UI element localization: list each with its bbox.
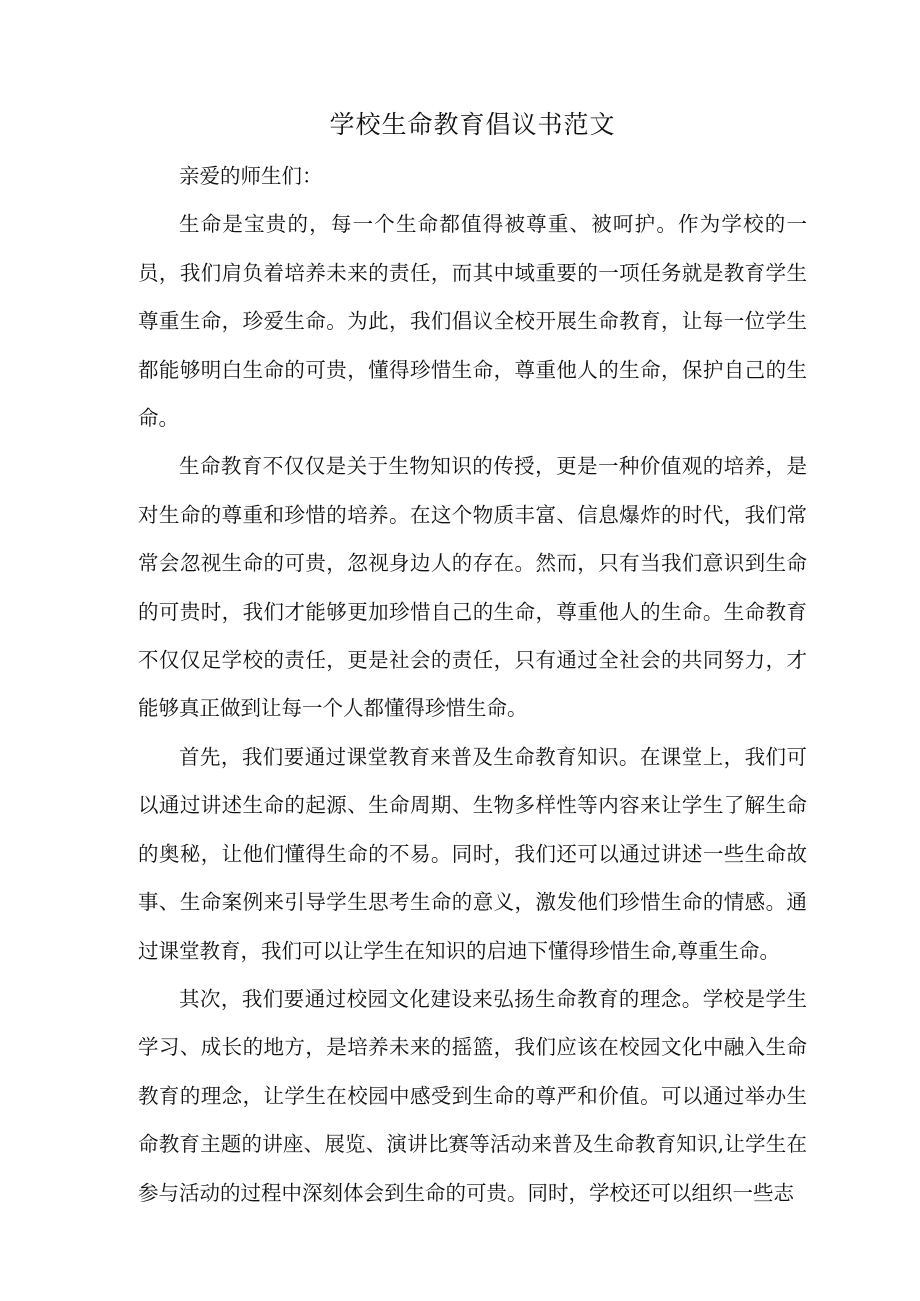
document-title: 学校生命教育倡议书范文 (329, 110, 616, 139)
salutation: 亲爱的师生们： (179, 164, 323, 188)
paragraph-4: 其次，我们要通过校园文化建设来弘扬生命教育的理念。学校是学生学习、成长的地方，是培养未来的摇篮，我们应该在校园文化中融入生命教育的理念，让学生在校园中感受到生命的尊严和价值。可以通过举办生命教育主题的讲座、展览、演讲比赛等活动来普及生命教育知识,让学生在参与活动的过程中深刻体会到生命的可贵。同时，学校还可以组织一些志 (138, 986, 807, 1205)
paragraph-2: 生命教育不仅仅是关于生物知识的传授，更是一种价值观的培养，是对生命的尊重和珍惜的培养。在这个物质丰富、信息爆炸的时代，我们常常会忽视生命的可贵，忽视身边人的存在。然而，只有当我们意识到生命的可贵时，我们才能够更加珍惜自己的生命，尊重他人的生命。生命教育不仅仅足学校的责任，更是社会的责任，只有通过全社会的共同努力，才能够真正做到让每一个人都懂得珍惜生命。 (138, 454, 807, 721)
paragraph-1: 生命是宝贵的，每一个生命都值得被尊重、被呵护。作为学校的一员，我们肩负着培养未来的责任，而其中域重要的一项任务就是教育学生尊重生命，珍爱生命。为此，我们倡议全校开展生命教育，让每一位学生都能够明白生命的可贵，懂得珍惜生命，尊重他人的生命，保护自己的生命。 (138, 212, 807, 431)
paragraph-3: 首先，我们要通过课堂教育来普及生命教育知识。在课堂上，我们可以通过讲述生命的起源、生命周期、生物多样性等内容来让学生了解生命的奥秘，让他们懂得生命的不易。同时，我们还可以通过讲述一些生命故事、生命案例来引导学生思考生命的意义，激发他们珍惜生命的情感。通过课堂教育，我们可以让学生在知识的启迪下懂得珍惜生命,尊重生命。 (138, 744, 807, 963)
